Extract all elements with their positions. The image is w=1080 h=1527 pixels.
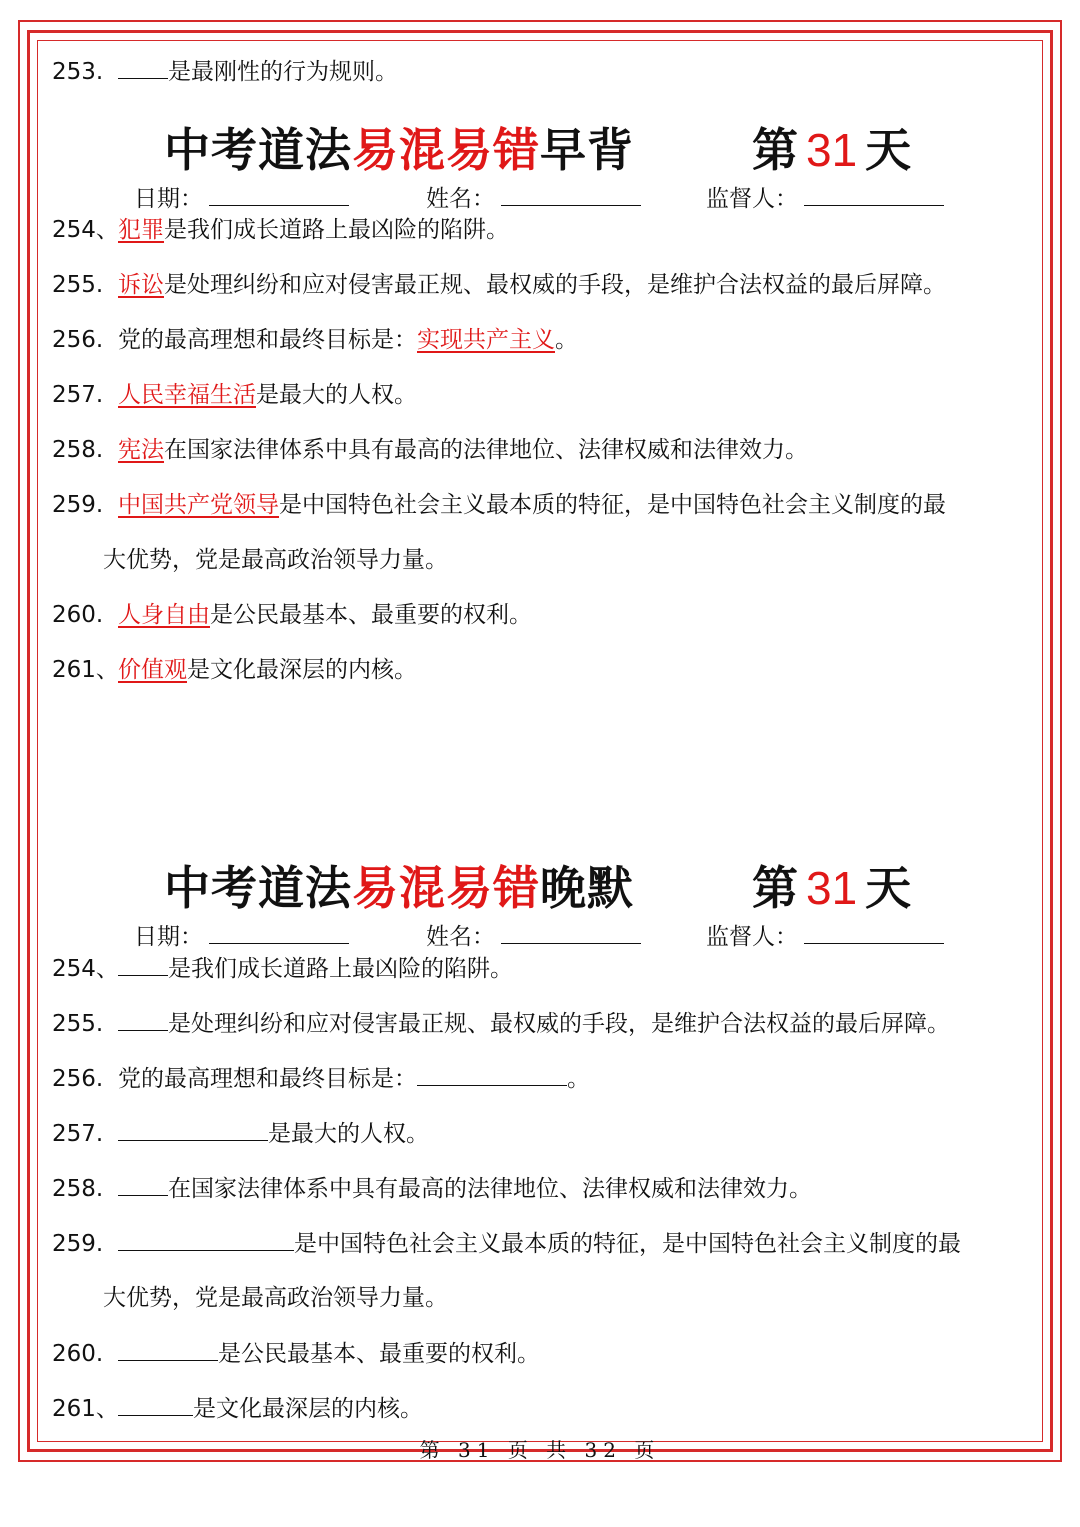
answer-blank[interactable] [118, 1173, 168, 1196]
answer-blank[interactable] [417, 1063, 567, 1086]
date-field[interactable]: 日期： [134, 918, 349, 951]
morning-item-256: 256. 党的最高理想和最终目标是：实现共产主义。 [52, 327, 578, 353]
morning-item-259: 259. 中国共产党领导是中国特色社会主义最本质的特征，是中国特色社会主义制度的最 [52, 492, 946, 518]
page-footer: 第 31 页 共 32 页 [419, 1438, 661, 1462]
morning-item-259-continued: 大优势，党是最高政治领导力量。 [103, 547, 448, 573]
evening-item-258: 258. 在国家法律体系中具有最高的法律地位、法律权威和法律效力。 [52, 1173, 812, 1204]
morning-title: 中考道法易混易错早背 [164, 123, 634, 177]
answer-blank[interactable] [118, 953, 168, 976]
name-field[interactable]: 姓名： [426, 180, 641, 213]
answer-blank[interactable] [118, 1118, 268, 1141]
evening-item-260: 260. 是公民最基本、最重要的权利。 [52, 1338, 540, 1369]
supervisor-field[interactable]: 监督人： [706, 180, 944, 213]
answer-blank[interactable] [118, 1338, 218, 1361]
evening-day-label: 第 31 天 [752, 861, 912, 915]
answer-blank[interactable] [118, 1228, 294, 1251]
evening-fields [0, 918, 1080, 948]
answer-blank[interactable] [118, 1008, 168, 1031]
morning-item-258: 258. 宪法在国家法律体系中具有最高的法律地位、法律权威和法律效力。 [52, 437, 808, 463]
name-field[interactable]: 姓名： [426, 918, 641, 951]
morning-item-254: 254、犯罪是我们成长道路上最凶险的陷阱。 [52, 217, 509, 243]
evening-title: 中考道法易混易错晚默 [164, 861, 634, 915]
evening-item-256: 256. 党的最高理想和最终目标是： 。 [52, 1063, 590, 1094]
morning-item-257: 257. 人民幸福生活是最大的人权。 [52, 382, 417, 408]
morning-fields [0, 180, 1080, 210]
evening-item-259: 259. 是中国特色社会主义最本质的特征，是中国特色社会主义制度的最 [52, 1228, 961, 1259]
evening-item-261: 261、 是文化最深层的内核。 [52, 1393, 423, 1424]
evening-item-255: 255. 是处理纠纷和应对侵害最正规、最权威的手段，是维护合法权益的最后屏障。 [52, 1008, 950, 1039]
morning-day-label: 第 31 天 [752, 123, 912, 177]
evening-item-254: 254、 是我们成长道路上最凶险的陷阱。 [52, 953, 513, 984]
answer-blank[interactable] [118, 56, 168, 79]
date-field[interactable]: 日期： [134, 180, 349, 213]
morning-item-260: 260. 人身自由是公民最基本、最重要的权利。 [52, 602, 532, 628]
item-253: 253. 是最刚性的行为规则。 [52, 56, 398, 87]
evening-item-257: 257. 是最大的人权。 [52, 1118, 429, 1149]
answer-blank[interactable] [118, 1393, 193, 1416]
morning-item-261: 261、价值观是文化最深层的内核。 [52, 657, 417, 683]
supervisor-field[interactable]: 监督人： [706, 918, 944, 951]
evening-item-259-continued: 大优势，党是最高政治领导力量。 [103, 1285, 448, 1311]
morning-item-255: 255. 诉讼是处理纠纷和应对侵害最正规、最权威的手段，是维护合法权益的最后屏障。 [52, 272, 946, 298]
